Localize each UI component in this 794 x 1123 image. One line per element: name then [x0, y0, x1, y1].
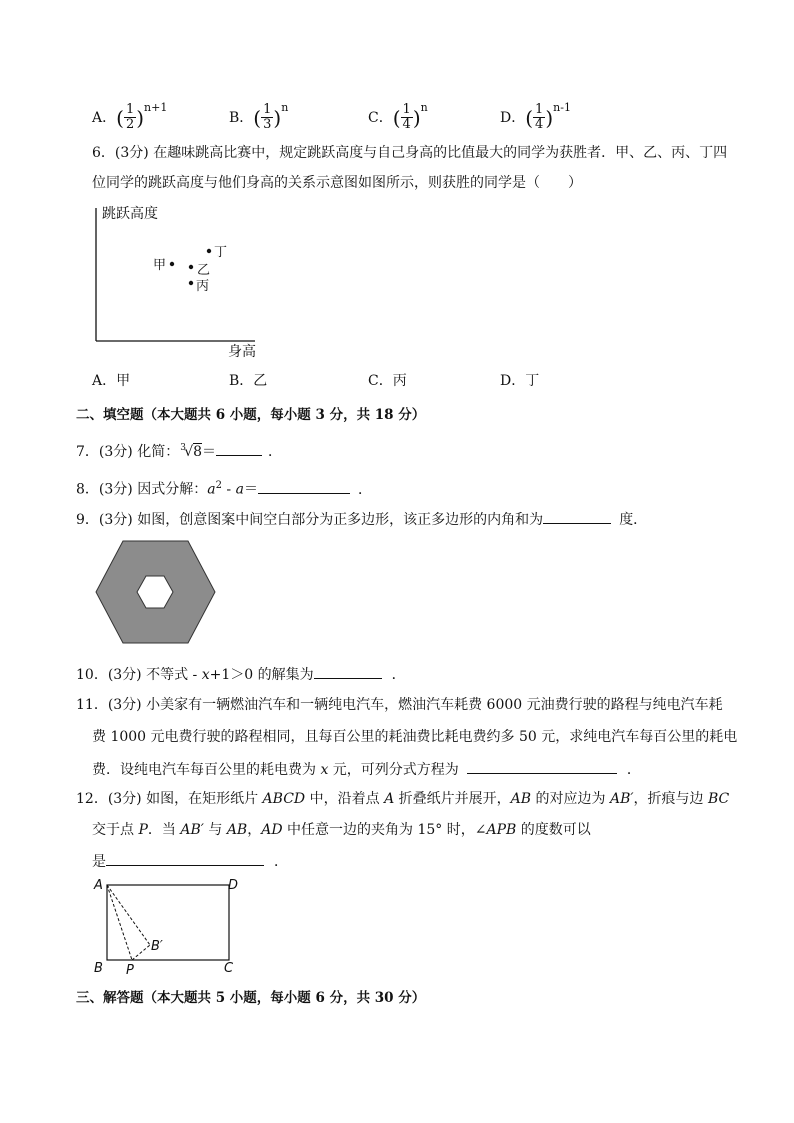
section-3-heading: 三、解答题（本大题共 5 小题，每小题 6 分，共 30 分）: [76, 990, 426, 1006]
rectangle-abcd: [107, 885, 229, 960]
label-ding: 丁: [214, 245, 228, 260]
q10: 10．(3分) 不等式 - x+1＞0 的解集为 ．: [76, 663, 406, 685]
label-p: P: [126, 963, 134, 978]
label-a: A: [94, 878, 103, 893]
q8: 8．(3分) 因式分解：$a^2 - a=$ ．: [76, 476, 372, 500]
section-2-heading: 二、填空题（本大题共 6 小题，每小题 3 分，共 18 分）: [76, 407, 426, 423]
radical-sign: √: [184, 444, 194, 460]
q5-option-c: C． ( $\frac{1}{4}$ ) n: [368, 100, 428, 132]
label-yi: 乙: [197, 263, 211, 278]
label-c: C: [224, 961, 234, 976]
q6-option-d: D．丁: [500, 373, 540, 389]
q6-line-1: 6．(3分) 在趣味跳高比赛中，规定跳跃高度与自己身高的比值最大的同学为获胜者．甲、乙、丙、丁四: [92, 145, 728, 161]
fold-line-abp: [107, 885, 150, 945]
q12-line-2: 交于点 P．当 AB′ 与 AB，AD 中任意一边的夹角为 15° 时，∠APB 的度数可以: [92, 822, 591, 838]
fold-line-pbp: [132, 945, 150, 960]
label-jia: 甲: [153, 258, 167, 273]
q5-option-b: B． ( $\frac{1}{3}$ ) n: [229, 100, 289, 132]
q7-answer-blank[interactable]: [216, 440, 262, 456]
q8-answer-blank[interactable]: [258, 478, 350, 494]
point-jia: [170, 262, 174, 266]
q12-line-1: 12．(3分) 如图，在矩形纸片 ABCD 中，沿着点 A 折叠纸片并展开，AB 的对应边为 AB′，折痕与边 BC: [76, 791, 730, 807]
q9: 9．(3分) 如图，创意图案中间空白部分为正多边形，该正多边形的内角和为 度．: [76, 508, 647, 530]
label-b: B: [94, 961, 103, 976]
q12-rectangle-figure: [90, 874, 250, 978]
point-yi: [189, 265, 193, 269]
q10-answer-blank[interactable]: [314, 663, 382, 679]
fraction: $\frac{1}{4}$: [402, 102, 411, 132]
q6-y-axis-label: 跳跃高度: [102, 206, 158, 222]
q9-answer-blank[interactable]: [543, 508, 611, 524]
point-ding: [207, 249, 211, 253]
q5-option-a: A． ( $\frac{1}{2}$ ) n+1: [92, 100, 168, 132]
q11-answer-blank[interactable]: [467, 758, 617, 774]
fold-line-ap: [107, 885, 132, 960]
label-bprime: B′: [151, 939, 163, 954]
label-d: D: [228, 878, 239, 893]
q9-hexagon-figure: [93, 538, 218, 648]
q11-line-2: 费 1000 元电费行驶的路程相同，且每百公里的耗油费比耗电费约多 50 元，求纯电汽车每百公里的耗电: [92, 729, 738, 745]
root-index: 3: [180, 443, 186, 453]
q7: 7．(3分) 化简： 3 √8＝ ．: [76, 440, 282, 462]
q12-answer-blank[interactable]: [106, 850, 264, 866]
q11-line-1: 11．(3分) 小美家有一辆燃油汽车和一辆纯电汽车，燃油汽车耗费 6000 元油费行驶的路程与纯电汽车耗: [76, 697, 723, 713]
q6-scatter-figure: [90, 200, 270, 362]
point-bing: [189, 281, 193, 285]
q6-option-b: B．乙: [229, 373, 268, 389]
q6-line-2: 位同学的跳跃高度与他们身高的关系示意图如图所示，则获胜的同学是（ ）: [92, 175, 582, 191]
q11-line-3: 费．设纯电汽车每百公里的耗电费为 x 元，可列分式方程为 ．: [92, 758, 641, 780]
fraction: $\frac{1}{2}$: [125, 102, 135, 132]
q5-option-d: D． ( $\frac{1}{4}$ ) n-1: [500, 100, 571, 132]
fraction: $\frac{1}{4}$: [535, 102, 544, 132]
fraction: $\frac{1}{3}$: [263, 102, 272, 132]
q6-option-c: C．丙: [368, 373, 407, 389]
label-bing: 丙: [196, 279, 210, 294]
q6-x-axis-label: 身高: [228, 344, 256, 360]
q6-option-a: A．甲: [92, 373, 131, 389]
q12-line-3: 是 ．: [92, 850, 288, 872]
